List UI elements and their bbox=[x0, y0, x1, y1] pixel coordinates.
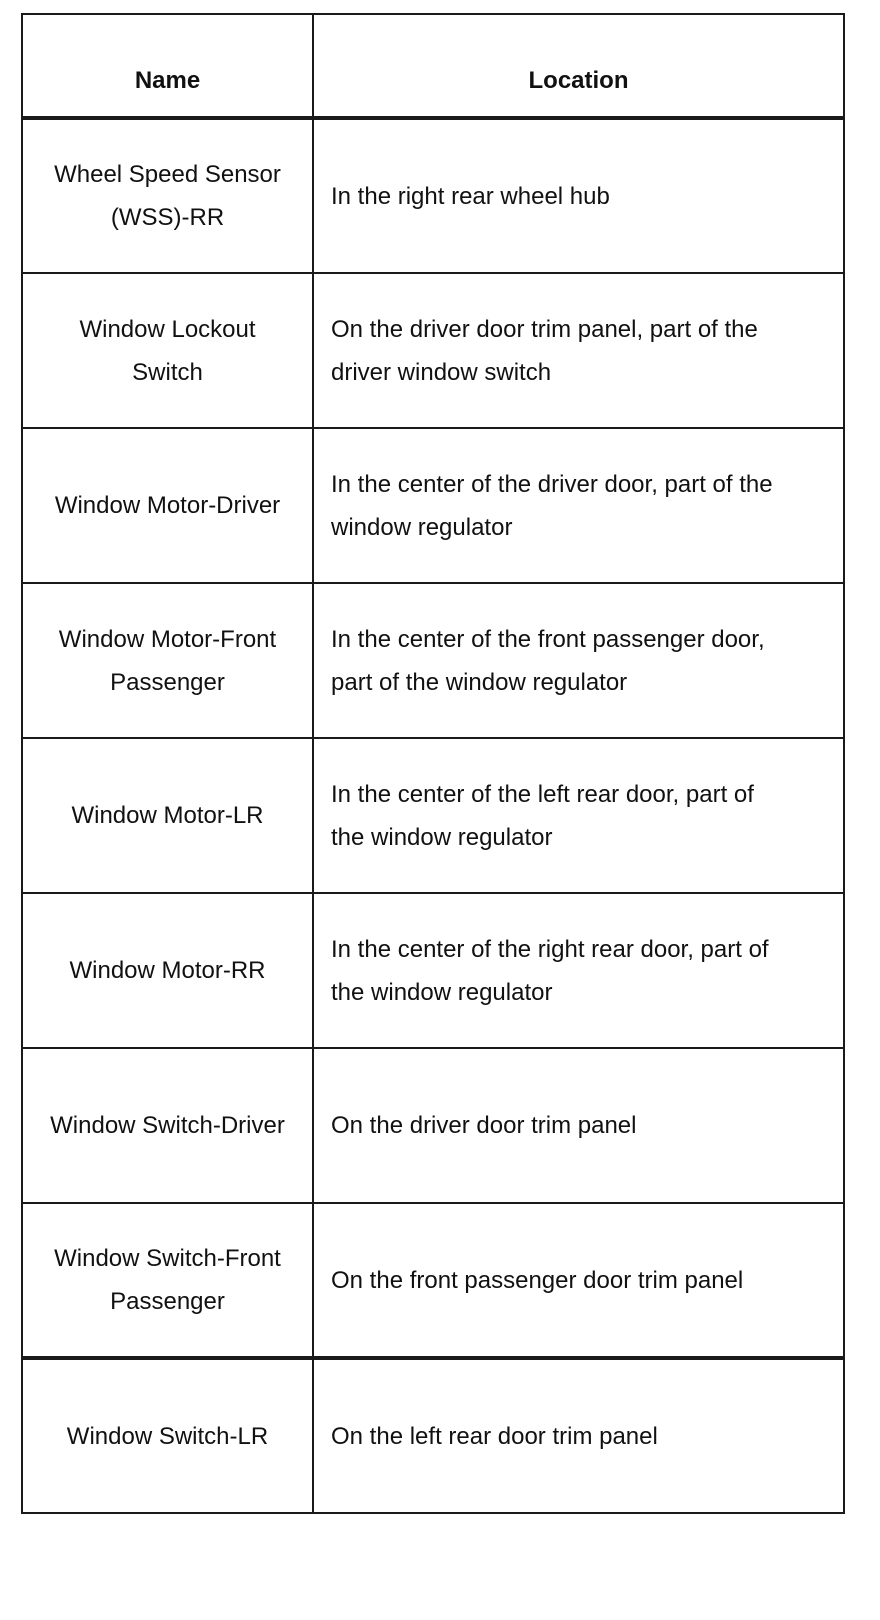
table-row bbox=[22, 583, 844, 738]
column-header-location: Location bbox=[313, 14, 844, 118]
cell-name: Wheel Speed Sensor (WSS)-RR bbox=[22, 118, 313, 273]
cell-location: In the right rear wheel hub bbox=[313, 118, 844, 273]
table-row bbox=[22, 893, 844, 1048]
cell-location: In the center of the front passenger door, part of the window regulator bbox=[313, 583, 844, 738]
column-header-name: Name bbox=[22, 14, 313, 118]
cell-location: In the center of the driver door, part of the window regulator bbox=[313, 428, 844, 583]
table-header-row bbox=[22, 14, 844, 118]
cell-location: On the driver door trim panel bbox=[313, 1048, 844, 1203]
cell-name: Window Motor-LR bbox=[22, 738, 313, 893]
component-location-table bbox=[21, 13, 845, 1514]
table-row bbox=[22, 1358, 844, 1513]
table-row bbox=[22, 1203, 844, 1358]
cell-name: Window Motor-Front Passenger bbox=[22, 583, 313, 738]
cell-name: Window Switch-LR bbox=[22, 1358, 313, 1513]
cell-location: On the front passenger door trim panel bbox=[313, 1203, 844, 1358]
cell-name: Window Switch-Front Passenger bbox=[22, 1203, 313, 1358]
table-row bbox=[22, 428, 844, 583]
cell-location: In the center of the right rear door, part of the window regulator bbox=[313, 893, 844, 1048]
table-row bbox=[22, 738, 844, 893]
component-location-table-container bbox=[21, 13, 843, 1514]
cell-name: Window Lockout Switch bbox=[22, 273, 313, 428]
table-row bbox=[22, 1048, 844, 1203]
cell-location: In the center of the left rear door, part of the window regulator bbox=[313, 738, 844, 893]
cell-location: On the driver door trim panel, part of the driver window switch bbox=[313, 273, 844, 428]
cell-name: Window Motor-Driver bbox=[22, 428, 313, 583]
cell-name: Window Switch-Driver bbox=[22, 1048, 313, 1203]
cell-location: On the left rear door trim panel bbox=[313, 1358, 844, 1513]
cell-name: Window Motor-RR bbox=[22, 893, 313, 1048]
table-row bbox=[22, 118, 844, 273]
table-row bbox=[22, 273, 844, 428]
